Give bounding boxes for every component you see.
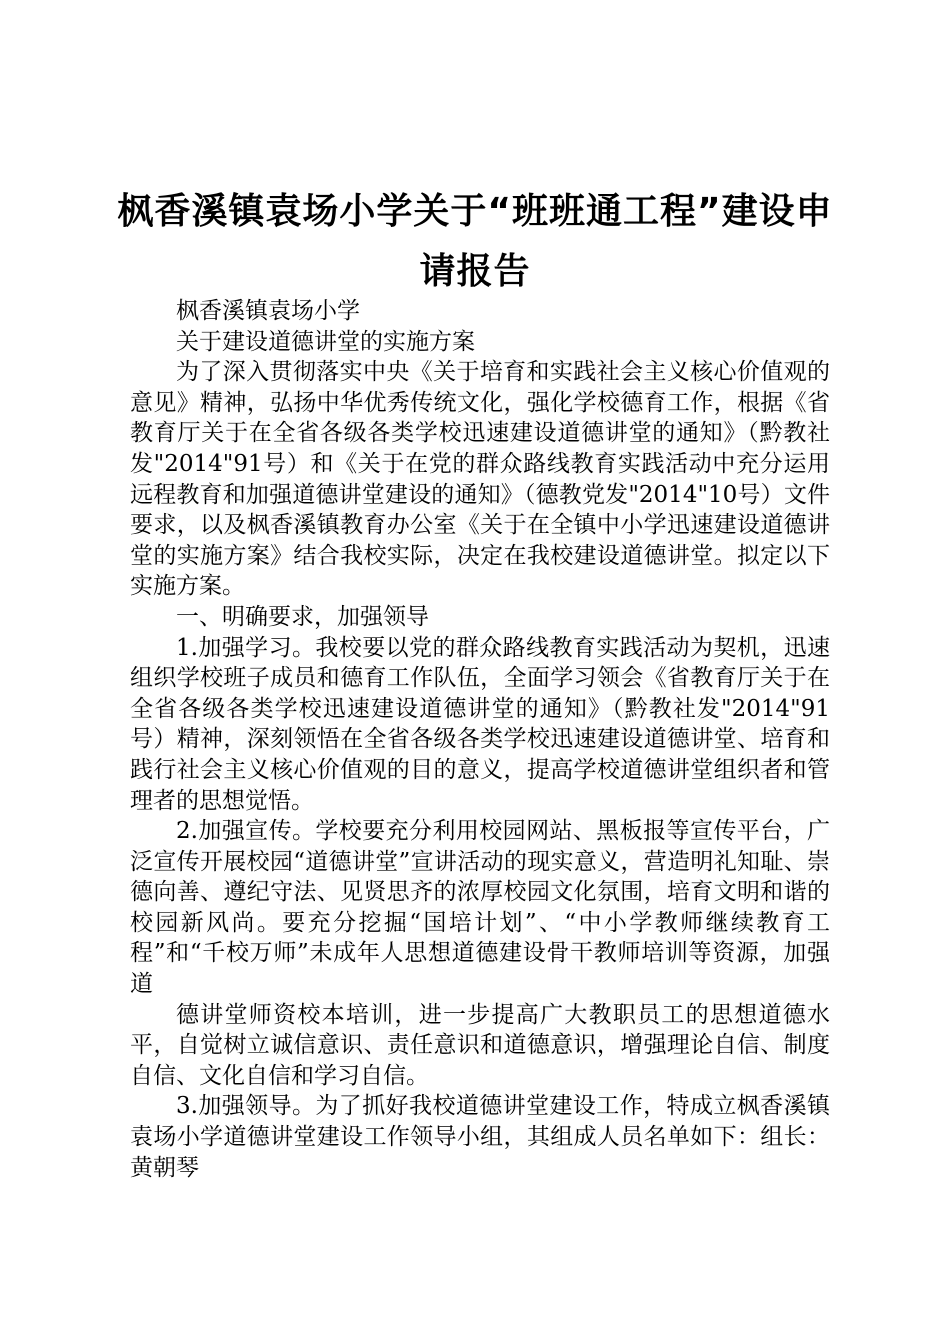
paragraph-training: 德讲堂师资校本培训，进一步提高广大教职员工的思想道德水平，自觉树立诚信意识、责任意识和道德意识，增强理论自信、制度自信、文化自信和学习自信。 <box>130 1001 830 1089</box>
document-body <box>130 296 830 1183</box>
paragraph-school-name: 枫香溪镇袁场小学 <box>176 298 360 324</box>
section-heading-1: 一、明确要求，加强领导 <box>176 603 429 630</box>
paragraph-publicity: 2.加强宣传。学校要充分利用校园网站、黑板报等宣传平台，广泛宣传开展校园“道德讲堂”宣讲活动的现实意义，营造明礼知耻、崇德向善、遵纪守法、见贤思齐的浓厚校园文化氛围，培育文明和谐的校园新风尚。要充分挖掘“国培计划”、“中小学教师继续教育工程”和“千校万师”未成年人思想道德建设骨干教师培训等资源，加强道 <box>130 818 830 998</box>
paragraph-leadership: 3.加强领导。为了抓好我校道德讲堂建设工作，特成立枫香溪镇袁场小学道德讲堂建设工作领导小组，其组成人员名单如下：组长：黄朝琴 <box>130 1093 830 1181</box>
paragraph-plan-title: 关于建设道德讲堂的实施方案 <box>176 328 475 355</box>
paragraph-intro: 为了深入贯彻落实中央《关于培育和实践社会主义核心价值观的意见》精神，弘扬中华优秀传统文化，强化学校德育工作，根据《省教育厅关于在全省各级各类学校迅速建设道德讲堂的通知》（黔教社发"2014"91号）和《关于在党的群众路线教育实践活动中充分运用远程教育和加强道德讲堂建设的通知》（德教党发"2014"10号）文件要求，以及枫香溪镇教育办公室《关于在全镇中小学迅速建设道德讲堂的实施方案》结合我校实际，决定在我校建设道德讲堂。拟定以下实施方案。 <box>130 359 830 600</box>
paragraph-study: 1.加强学习。我校要以党的群众路线教育实践活动为契机，迅速组织学校班子成员和德育工作队伍，全面学习领会《省教育厅关于在全省各级各类学校迅速建设道德讲堂的通知》（黔教社发"2014"91号）精神，深刻领悟在全省各级各类学校迅速建设道德讲堂、培育和践行社会主义核心价值观的目的意义，提高学校道德讲堂组织者和管理者的思想觉悟。 <box>130 634 830 814</box>
document-title: 枫香溪镇袁场小学关于“班班通工程”建设申请报告 <box>117 191 833 292</box>
